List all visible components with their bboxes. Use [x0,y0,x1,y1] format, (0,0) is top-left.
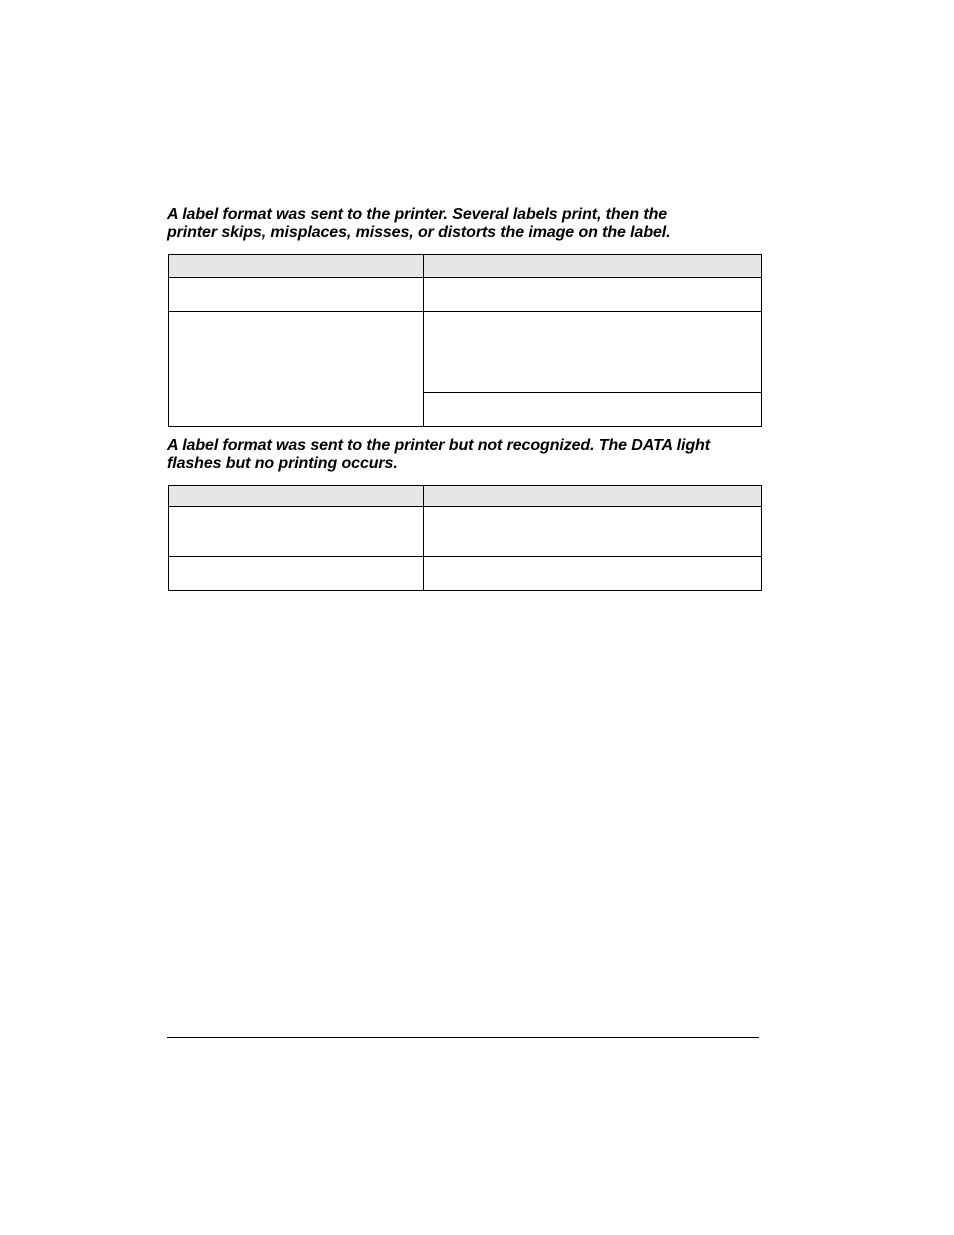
heading-line: printer skips, misplaces, misses, or distorts the image on the label. [167,224,671,241]
header-cell-solution [424,486,762,507]
table-cell [424,507,762,557]
table-cell [169,278,424,312]
troubleshooting-table-not-recognized [168,485,762,591]
table-cell [424,278,762,312]
troubleshooting-table-label-skips [168,254,762,427]
table-cell [169,557,424,591]
table-cell [424,393,762,427]
section-heading-not-recognized [167,437,767,473]
table-cell [169,507,424,557]
header-cell-cause [169,486,424,507]
table-row [169,312,762,393]
table-header-row [169,255,762,278]
header-cell-cause [169,255,424,278]
table-header-row [169,486,762,507]
heading-line: A label format was sent to the printer but not recognized. The DATA light [167,437,710,454]
heading-line: A label format was sent to the printer. Several labels print, then the [167,206,668,223]
table-cell [169,312,424,427]
table-row [169,507,762,557]
footer-divider [167,1037,759,1038]
header-cell-solution [424,255,762,278]
table-cell [424,557,762,591]
table-cell [424,312,762,393]
heading-line: flashes but no printing occurs. [167,455,398,472]
table-row [169,278,762,312]
section-heading-label-skips [167,206,767,242]
table-row [169,557,762,591]
